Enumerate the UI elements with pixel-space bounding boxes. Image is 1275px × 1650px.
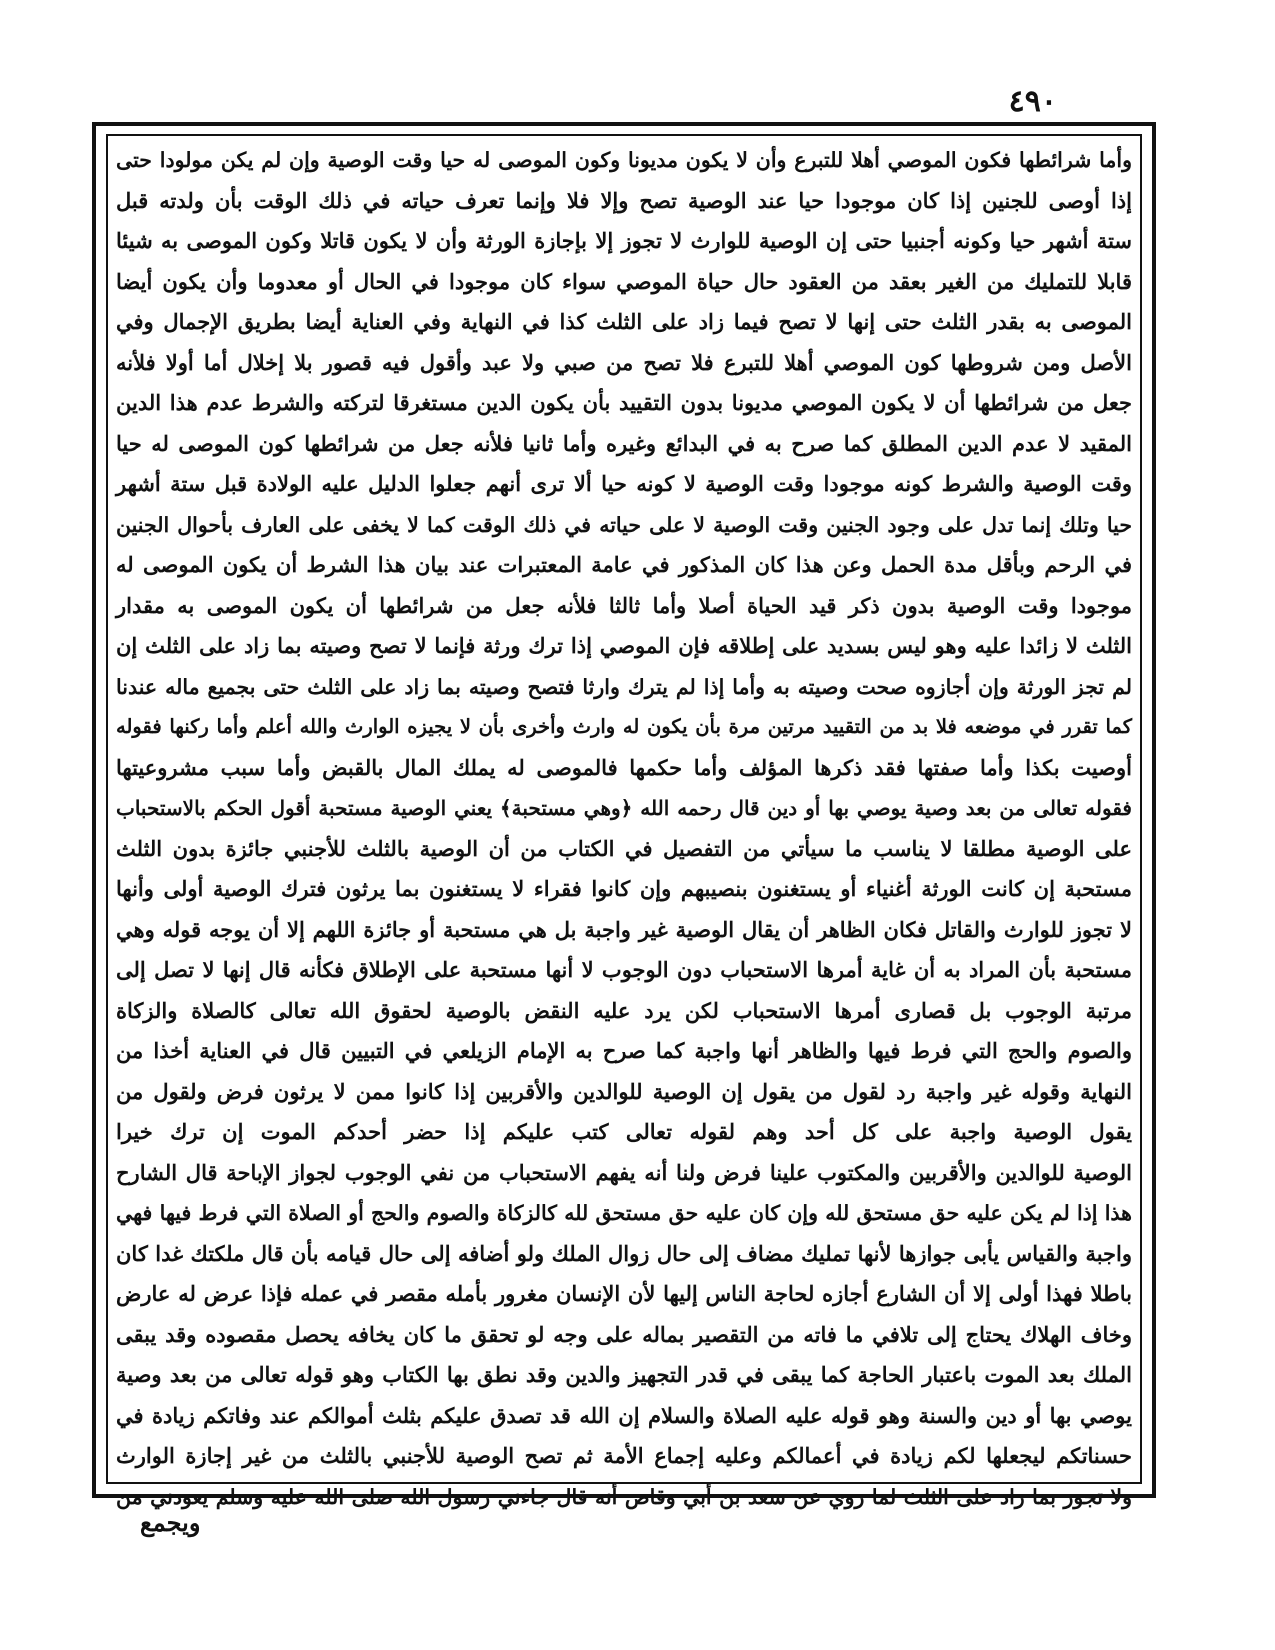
text-line: فقوله تعالى من بعد وصية يوصي بها أو دين قال رحمه الله ﴿وهي مستحبة﴾ يعني الوصية مستحبة أقول الحكم بالاستحباب bbox=[116, 796, 1132, 820]
text-line: مرتبة الوجوب بل قصارى أمرها الاستحباب لكن يرد عليه النقض بالوصية لحقوق الله تعالى كالصلاة والزكاة bbox=[116, 997, 1132, 1023]
text-line: هذا إذا لم يكن عليه حق مستحق لله وإن كان عليه حق مستحق لله كالزكاة والصوم والحج أو الصلاة التي فرط فيها فهي bbox=[116, 1201, 1132, 1225]
text-line: وأما شرائطها فكون الموصي أهلا للتبرع وأن لا يكون مديونا وكون الموصى له حيا وقت الوصية وإن لم يكن مولودا حتى bbox=[116, 148, 1132, 172]
text-line: واجبة والقياس يأبى جوازها لأنها تمليك مضاف إلى حال زوال الملك ولو أضافه إلى حال قيامه بأن قال ملكتك غدا كان bbox=[116, 1240, 1132, 1266]
text-line: وقت الوصية والشرط كونه موجودا وقت الوصية لا كونه حيا ألا ترى أنهم جعلوا الدليل عليه الولادة قبل ستة أشهر bbox=[116, 471, 1132, 496]
text-line: حيا وتلك إنما تدل على وجود الجنين وقت الوصية لا على حياته في ذلك الوقت كما لا يخفى على العارف بأحوال الجنين bbox=[116, 512, 1132, 537]
text-line: مستحبة بأن المراد به أن غاية أمرها الاستحباب دون الوجوب لا أنها مستحبة على الإطلاق فكأنه قال إنها لا تصل إلى bbox=[116, 957, 1132, 982]
text-line: لا تجوز للوارث والقاتل فكان الظاهر أن يقال الوصية غير واجبة بل هي مستحبة أو جائزة اللهم إلا أن يوجه قوله وهي bbox=[116, 916, 1132, 942]
text-line: المقيد لا عدم الدين المطلق كما صرح به في البدائع وغيره وأما ثانيا فلأنه جعل من شرائطها كون الموصى له حيا bbox=[116, 430, 1132, 456]
text-line: يقول الوصية واجبة على كل أحد وهم لقوله تعالى كتب عليكم إذا حضر أحدكم الموت إن ترك خيرا bbox=[116, 1119, 1132, 1144]
text-line: موجودا وقت الوصية بدون ذكر قيد الحياة أصلا وأما ثالثا فلأنه جعل من شرائطها أن يكون الموصى به مقدار bbox=[116, 592, 1132, 618]
text-line: يوصي بها أو دين والسنة وهو قوله عليه الصلاة والسلام إن الله قد تصدق عليكم بثلث أموالكم عند وفاتكم زيادة في bbox=[116, 1402, 1132, 1428]
text-line: الأصل ومن شروطها كون الموصي أهلا للتبرع فلا تصح من صبي ولا عبد وأقول فيه قصور بلا إخلال أما أولا فلأنه bbox=[116, 349, 1132, 375]
text-line: على الوصية مطلقا لا يناسب ما سيأتي من التفصيل في الكتاب من أن الوصية بالثلث للأجنبي جائزة بدون الثلث bbox=[116, 835, 1132, 861]
main-text bbox=[116, 140, 1133, 1509]
text-line: حسناتكم ليجعلها لكم زيادة في أعمالكم وعليه إجماع الأمة ثم تصح الوصية للأجنبي بالثلث من غير إجازة الوارث bbox=[116, 1443, 1132, 1468]
text-line: مستحبة إن كانت الورثة أغنياء أو يستغنون بنصيبهم وإن كانوا فقراء لا يستغنون بما يرثون فترك الوصية أولى وأنها bbox=[116, 876, 1132, 901]
text-line: ولا تجوز بما زاد على الثلث لما روي عن سعد بن أبي وقاص أنه قال جاءني رسول الله صلى الله عليه وسلم يعودني من bbox=[116, 1484, 1132, 1509]
text-line: لم تجز الورثة وإن أجازوه صحت وصيته به وأما إذا لم يترك وارثا فتصح وصيته بما زاد على الثلث حتى بجميع ماله عندنا bbox=[116, 674, 1132, 699]
text-line: جعل من شرائطها أن لا يكون الموصي مديونا بدون التقييد بأن يكون الدين مستغرقا لتركته والشرط عدم هذا الدين bbox=[116, 390, 1132, 415]
text-line: الموصى به بقدر الثلث حتى إنها لا تصح فيما زاد على الثلث كذا في النهاية وفي العناية أيضا بطريق الإجمال وفي bbox=[116, 309, 1132, 334]
text-line: إذا أوصى للجنين إذا كان موجودا حيا عند الوصية تصح وإلا فلا وإنما تعرف حياته في ذلك الوقت بأن ولدته قبل bbox=[116, 187, 1132, 213]
text-line: الوصية للوالدين والأقربين والمكتوب علينا فرض ولنا أنه يفهم الاستحباب من نفي الوجوب لجواز الإباحة قال الشارح bbox=[116, 1159, 1132, 1185]
page-number: ٤٩٠ bbox=[1008, 84, 1057, 119]
text-line: النهاية وقوله غير واجبة رد لقول من يقول إن الوصية للوالدين والأقربين إذا كانوا ممن لا يرثون فرض ولقول من bbox=[116, 1078, 1132, 1104]
text-line: أوصيت بكذا وأما صفتها فقد ذكرها المؤلف وأما حكمها فالموصى له يملك المال بالقبض وأما سبب مشروعيتها bbox=[116, 754, 1132, 780]
text-line: كما تقرر في موضعه فلا بد من التقييد مرتين مرة بأن يكون له وارث وأخرى بأن لا يجيزه الوارث والله أعلم وأما ركنها فقوله bbox=[116, 715, 1132, 738]
text-line: في الرحم وبأقل مدة الحمل وعن هذا كان المذكور في عامة المعتبرات عند بيان هذا الشرط أن يكون الموصى له bbox=[116, 552, 1132, 577]
text-line: باطلا فهذا أولى إلا أن الشارع أجازه لحاجة الناس إليها لأن الإنسان مغرور بأمله مقصر في عمله فإذا عرض له عارض bbox=[116, 1281, 1132, 1306]
text-line: ستة أشهر حيا وكونه أجنبيا حتى إن الوصية للوارث لا تجوز إلا بإجازة الورثة وأن لا يكون قاتلا وكون الموصى به شيئا bbox=[116, 228, 1133, 253]
catchword: ويجمع bbox=[140, 1508, 201, 1537]
text-line: قابلا للتمليك من الغير بعقد من العقود حال حياة الموصي سواء كان موجودا في الحال أو معدوما وأن يكون أيضا bbox=[116, 268, 1132, 294]
text-line: الملك بعد الموت باعتبار الحاجة كما يبقى في قدر التجهيز والدين وقد نطق بها الكتاب وهو قوله تعالى من بعد وصية bbox=[116, 1362, 1132, 1387]
text-line: وخاف الهلاك يحتاج إلى تلافي ما فاته من التقصير بماله على وجه لو تحقق ما كان يخافه يحصل مقصوده وقد يبقى bbox=[116, 1321, 1132, 1347]
text-line: والصوم والحج التي فرط فيها والظاهر أنها واجبة كما صرح به الإمام الزيلعي في التبيين قال في العناية أخذا من bbox=[116, 1038, 1132, 1063]
text-line: الثلث لا زائدا عليه وهو ليس بسديد على إطلاقه فإن الموصي إذا ترك ورثة فإنما لا تصح وصيته بما زاد على الثلث إن bbox=[116, 633, 1132, 658]
